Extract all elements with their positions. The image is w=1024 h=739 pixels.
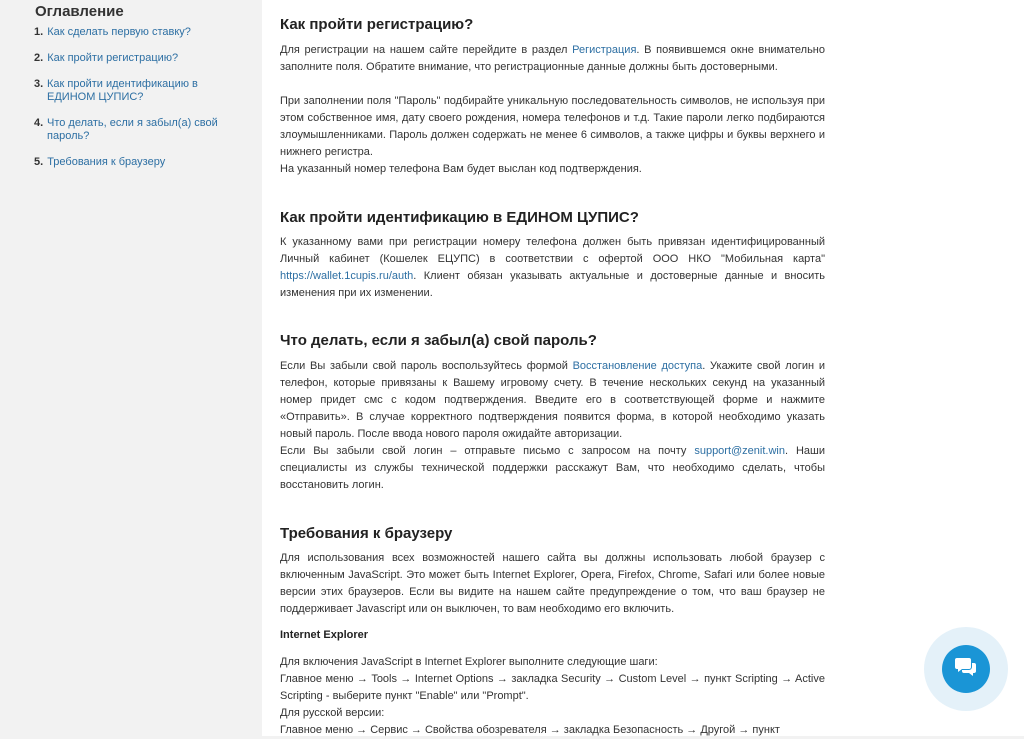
ie-paragraph-3: Для русской версии: — [280, 707, 385, 719]
toc-link-first-bet[interactable]: Как сделать первую ставку? — [47, 26, 191, 38]
toc-number: 3. — [34, 78, 44, 90]
section-title-registration: Как пройти регистрацию? — [280, 16, 474, 33]
registration-paragraph-3: На указанный номер телефона Вам будет выслан код подтверждения. — [280, 163, 642, 175]
main-content — [262, 0, 1024, 736]
text: К указанному вами при регистрации номеру телефона должен быть привязан идентифицированный Личный кабинет (Кошелек ЕЦУПС) в соответствии с офертой ООО НКО "Мобильная карта" — [280, 236, 825, 265]
registration-paragraph-1 — [280, 42, 825, 76]
registration-paragraph-2: При заполнении поля "Пароль" подбирайте уникальную последовательность символов, не используя при этом собственное имя, дату своего рождения, номера телефонов и т.д. Такие пароли легко подбираются злоумышленниками. Пароль должен содержать не менее 6 символов, а также цифры и буквы верхнего и нижнего регистра. — [280, 95, 825, 158]
chat-button[interactable] — [942, 645, 990, 693]
toc-item-2[interactable] — [34, 52, 234, 65]
text: Если Вы забыли свой логин – отправьте письмо с запросом на почту — [280, 445, 695, 457]
table-of-contents — [0, 0, 262, 736]
toc-link-registration[interactable]: Как пройти регистрацию? — [47, 52, 179, 64]
text: Если Вы забыли свой пароль воспользуйтесь формой — [280, 360, 573, 372]
password-paragraph-1 — [280, 358, 825, 443]
toc-number: 2. — [34, 52, 44, 64]
text: . Наши специалисты из службы технической поддержки расскажут Вам, что необходимо сделать, чтобы восстановить логин. — [280, 445, 825, 491]
registration-link[interactable]: Регистрация — [572, 44, 637, 56]
chat-icon — [954, 656, 978, 683]
password-paragraph-2 — [280, 443, 825, 494]
toc-item-1[interactable] — [34, 26, 234, 39]
toc-item-5[interactable] — [34, 156, 234, 169]
access-recovery-link[interactable]: Восстановление доступа — [572, 360, 703, 372]
toc-list — [34, 26, 234, 182]
toc-number: 4. — [34, 117, 44, 129]
support-email-link[interactable]: support@zenit.win — [694, 445, 785, 457]
toc-link-forgot-password[interactable]: Что делать, если я забыл(а) свой пароль? — [47, 117, 218, 142]
ie-paragraph-4: Главное меню → Сервис → Свойства обозревателя → закладка Безопасность → Другой → пункт — [280, 724, 780, 736]
text: . Укажите свой логин и телефон, которые привязаны к Вашему игровому счету. В течение нескольких секунд на указанный номер придет смс с кодом подтверждения. Введите его в соответствующей форме и нажмите «Отправить». В случае корректного подтверждения появится форма, в которой необходимо указать новый пароль. После ввода нового пароля ожидайте авторизации. — [280, 360, 825, 440]
toc-number: 5. — [34, 156, 44, 168]
text: . В появившемся окне внимательно заполните поля. Обратите внимание, что регистрационные данные должны быть достоверными. — [280, 44, 825, 73]
toc-title: Оглавление — [35, 3, 124, 20]
wallet-auth-link[interactable]: https://wallet.1cupis.ru/auth — [280, 270, 414, 282]
identification-paragraph — [280, 234, 825, 302]
browser-paragraph-1: Для использования всех возможностей нашего сайта вы должны использовать любой браузер с включенным JavaScript. Это может быть Internet Explorer, Opera, Firefox, Chrome, Safari или более новые версии этих браузеров. Если вы видите на нашем сайте предупреждение о том, что ваш браузер не поддерживает Javascript или он выключен, то вам необходимо его включить. — [280, 552, 825, 615]
toc-link-browser[interactable]: Требования к браузеру — [47, 156, 166, 168]
text: . Клиент обязан указывать актуальные и достоверные данные и вносить изменения при их изменении. — [280, 270, 825, 299]
ie-paragraph-1: Для включения JavaScript в Internet Explorer выполните следующие шаги: — [280, 656, 658, 668]
section-title-identification: Как пройти идентификацию в ЕДИНОМ ЦУПИС? — [280, 209, 639, 226]
toc-item-3[interactable] — [34, 78, 234, 104]
text: Для регистрации на нашем сайте перейдите в раздел — [280, 44, 573, 56]
ie-subheading: Internet Explorer — [280, 629, 369, 641]
toc-item-4[interactable] — [34, 117, 234, 143]
ie-paragraph-2: Главное меню → Tools → Internet Options → закладка Security → Custom Level → пункт Scripting → Active Scripting - выберите пункт "Enable" или "Prompt". — [280, 673, 825, 702]
toc-number: 1. — [34, 26, 44, 38]
toc-link-identification[interactable]: Как пройти идентификацию в ЕДИНОМ ЦУПИС? — [47, 78, 198, 103]
section-title-password: Что делать, если я забыл(а) свой пароль? — [280, 332, 597, 349]
section-title-browser: Требования к браузеру — [280, 525, 453, 542]
